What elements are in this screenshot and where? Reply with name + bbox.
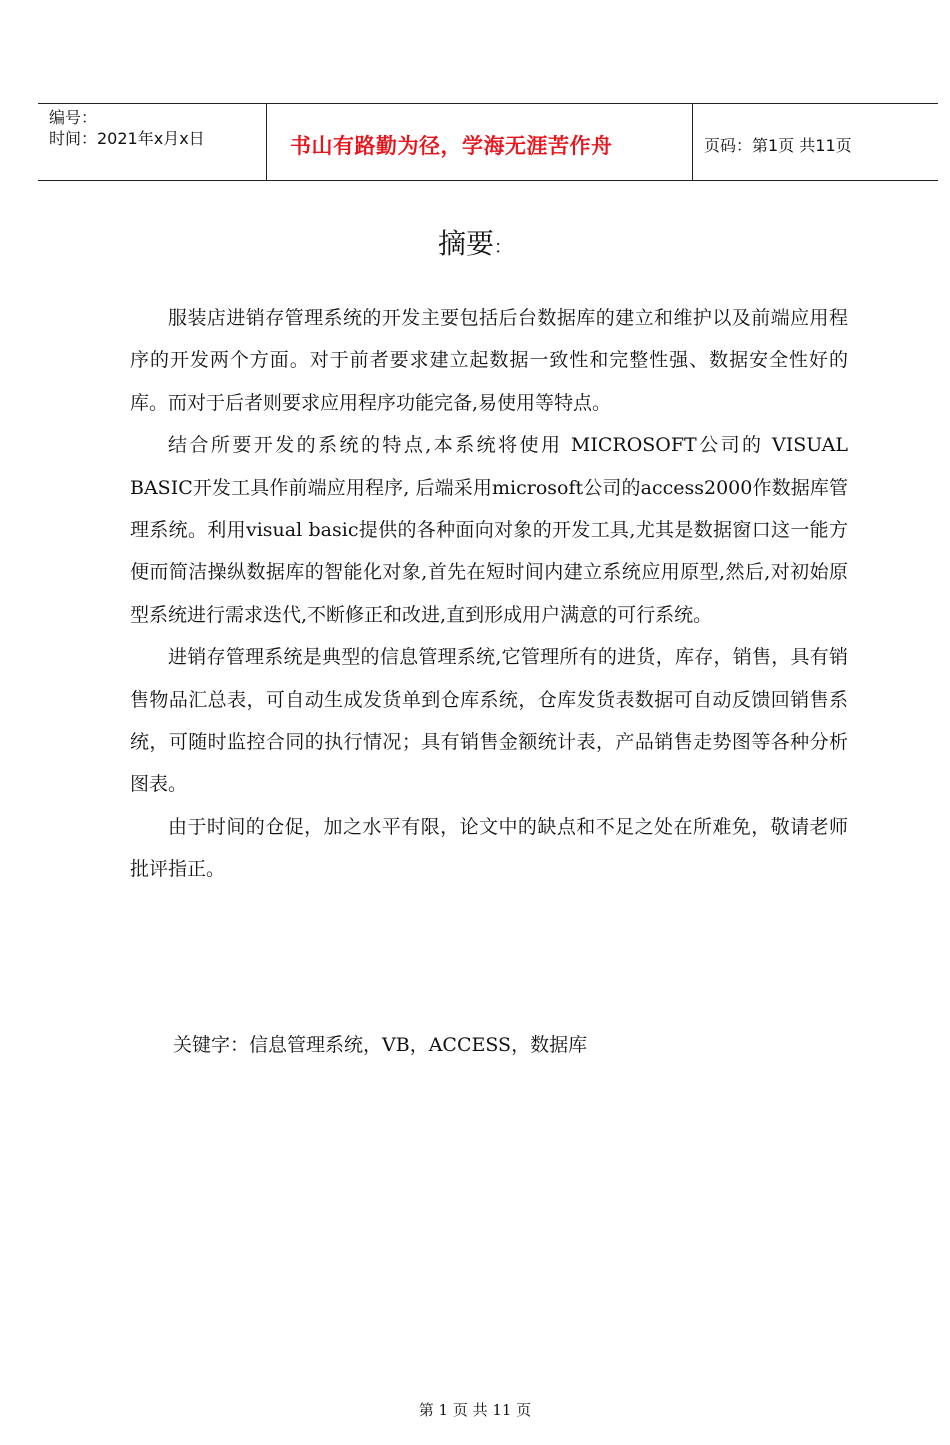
header-divider [266, 104, 267, 180]
header-meta [49, 107, 205, 149]
paragraph: 由于时间的仓促，加之水平有限，论文中的缺点和不足之处在所难免，敬请老师批评指正。 [130, 815, 848, 881]
header-motto: 书山有路勤为径，学海无涯苦作舟 [290, 133, 613, 158]
page-title [0, 222, 950, 262]
abstract-body [130, 297, 848, 891]
page-footer: 第 1 页 共 11 页 [418, 1401, 532, 1419]
keywords-line [173, 1030, 587, 1057]
paragraph: 进销存管理系统是典型的信息管理系统,它管理所有的进货，库存，销售，具有销售物品汇总表，可自动生成发货单到仓库系统，仓库发货表数据可自动反馈回销售系统，可随时监控合同的执行情况；具有销售金额统计表，产品销售走势图等各种分析图表。 [130, 646, 848, 796]
keywords-label: 关键字： [173, 1034, 250, 1056]
header-divider [692, 104, 693, 180]
title-text: 摘要 [437, 227, 494, 260]
title-colon: ： [494, 237, 512, 258]
paragraph: 结合所要开发的系统的特点,本系统将使用 MICROSOFT公司的 VISUAL BASIC开发工具作前端应用程序, 后端采用microsoft公司的access2000作数据库管理系统。利用visual basic提供的各种面向对象的开发工具,尤其是数据窗口这一能方便而简洁操纵数据库的智能化对象,首先在短时间内建立系统应用原型,然后,对初始原型系统进行需求迭代,不断修正和改进,直到形成用户满意的可行系统。 [130, 434, 848, 626]
serial-number-label: 编号： [49, 108, 98, 127]
page-header [38, 103, 938, 181]
keywords-value: 信息管理系统，VB，ACCESS，数据库 [249, 1034, 588, 1056]
paragraph: 服装店进销存管理系统的开发主要包括后台数据库的建立和维护以及前端应用程序的开发两个方面。对于前者要求建立起数据一致性和完整性强、数据安全性好的库。而对于后者则要求应用程序功能完备,易使用等特点。 [130, 307, 848, 414]
date-line: 时间：2021年x月x日 [49, 129, 205, 148]
header-page-info: 页码：第1页 共11页 [704, 136, 852, 155]
